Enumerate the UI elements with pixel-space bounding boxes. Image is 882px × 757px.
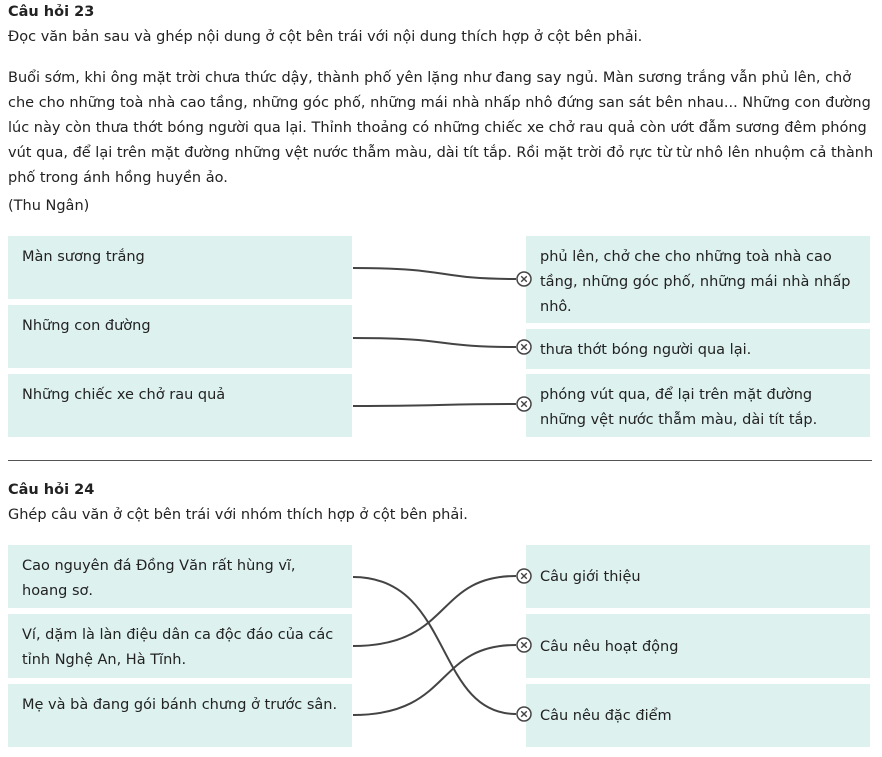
q23-author: (Thu Ngân)	[8, 198, 90, 214]
q23-instruction: Đọc văn bản sau và ghép nội dung ở cột bên trái với nội dung thích hợp ở cột bên phải.	[8, 29, 643, 45]
q24-left-item-1[interactable]: Cao nguyên đá Đồng Văn rất hùng vĩ, hoang sơ.	[8, 545, 352, 608]
q23-right-item-1[interactable]: phủ lên, chở che cho những toà nhà cao tầng, những góc phố, những mái nhà nhấp nhô.	[526, 236, 870, 323]
q23-left-item-2[interactable]: Những con đường	[8, 305, 352, 368]
q24-remove-match-icon-2[interactable]	[517, 638, 531, 652]
q23-match-line-1	[353, 268, 516, 279]
q24-right-item-2[interactable]: Câu nêu hoạt động	[526, 614, 870, 678]
q24-right-item-3[interactable]: Câu nêu đặc điểm	[526, 684, 870, 747]
section-divider	[8, 460, 872, 461]
q24-right-item-1[interactable]: Câu giới thiệu	[526, 545, 870, 608]
q24-match-line-3	[353, 645, 516, 715]
q23-remove-match-icon-2[interactable]	[517, 340, 531, 354]
q24-left-item-2[interactable]: Ví, dặm là làn điệu dân ca độc đáo của các tỉnh Nghệ An, Hà Tĩnh.	[8, 614, 352, 678]
q24-left-item-3[interactable]: Mẹ và bà đang gói bánh chưng ở trước sân.	[8, 684, 352, 747]
q23-passage: Buổi sớm, khi ông mặt trời chưa thức dậy, thành phố yên lặng như đang say ngủ. Màn sương trắng vẫn phủ lên, chở che cho những toà nhà cao tầng, những góc phố, những mái nhà nhấp nhô đứng san sát bên nhau... Những con đường lúc này còn thưa thớt bóng người qua lại. Thỉnh thoảng có những chiếc xe chở rau quả còn ướt đẫm sương đêm phóng vút qua, để lại trên mặt đường những vệt nước thẫm màu, dài tít tắp. Rồi mặt trời đỏ rực từ từ nhô lên nhuộm cả thành phố trong ánh hồng huyền ảo.	[8, 70, 874, 186]
q24-instruction: Ghép câu văn ở cột bên trái với nhóm thích hợp ở cột bên phải.	[8, 507, 468, 523]
q24-remove-match-icon-3[interactable]	[517, 707, 531, 721]
q24-match-line-1	[353, 577, 516, 714]
q23-left-item-3[interactable]: Những chiếc xe chở rau quả	[8, 374, 352, 437]
q23-remove-match-icon-3[interactable]	[517, 397, 531, 411]
q24-remove-match-icon-1[interactable]	[517, 569, 531, 583]
q23-match-line-3	[353, 404, 516, 406]
q24-title: Câu hỏi 24	[8, 482, 95, 498]
q23-remove-match-icon-1[interactable]	[517, 272, 531, 286]
q23-title: Câu hỏi 23	[8, 4, 95, 20]
q23-right-item-3[interactable]: phóng vút qua, để lại trên mặt đường những vệt nước thẫm màu, dài tít tắp.	[526, 374, 870, 437]
q24-match-line-2	[353, 576, 516, 646]
q23-right-item-2[interactable]: thưa thớt bóng người qua lại.	[526, 329, 870, 369]
q23-match-line-2	[353, 338, 516, 347]
q23-left-item-1[interactable]: Màn sương trắng	[8, 236, 352, 299]
